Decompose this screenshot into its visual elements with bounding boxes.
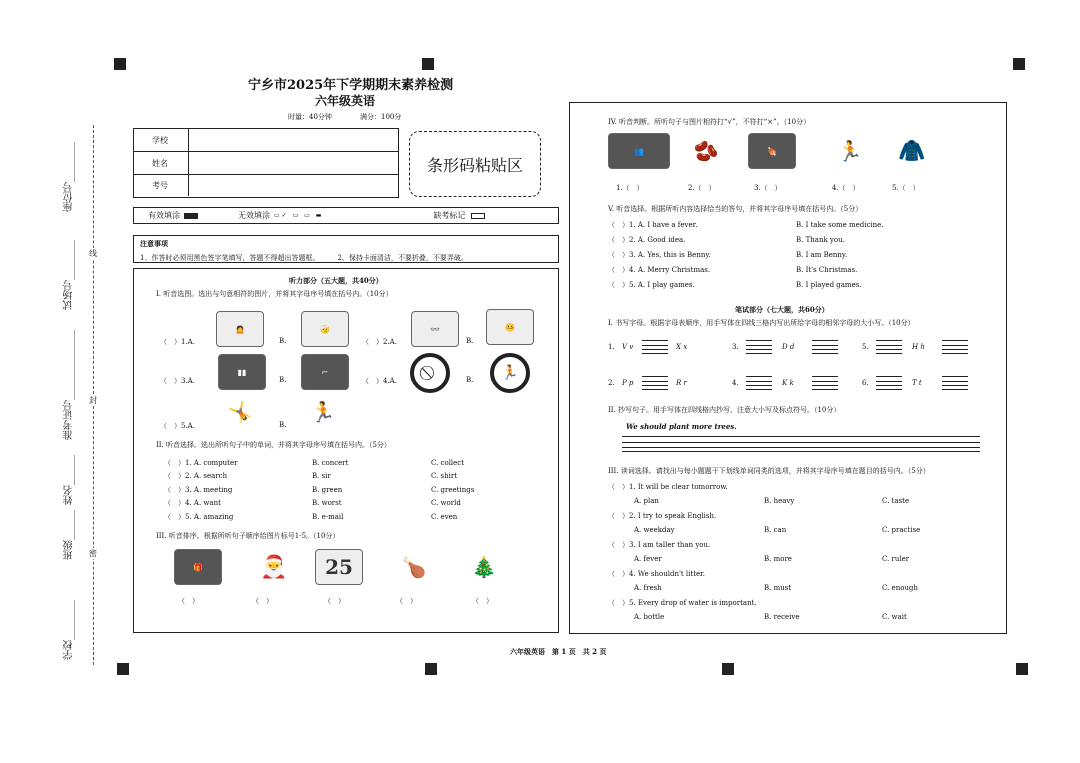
text-label: 5. <box>862 343 869 351</box>
jumping-picture: 🤸 <box>227 400 253 424</box>
w1-item <box>608 376 706 390</box>
writing-grid[interactable] <box>876 376 902 390</box>
q2-option-a: （ ）5. A. amazing <box>164 512 234 521</box>
text-label: B. can <box>764 526 787 534</box>
side-school-label: 学校________ <box>64 600 75 660</box>
text-label: 4. <box>732 379 739 387</box>
w3-list <box>608 482 988 627</box>
invalid-fill-sample: ▭✓ ▭ ▭ ▬ <box>274 212 324 219</box>
writing-grid[interactable] <box>746 340 772 354</box>
q2-option-a: （ ）2. A. search <box>164 472 228 481</box>
w1-title: I. 书写字母。根据字母表顺序，用手写体在四线三格内写出所给字母的相邻字母的大小写。（10分） <box>608 319 915 327</box>
q4-title: IV. 听音判断。所听句子与图片相符打“√”，不符打“×”。（10分） <box>608 118 811 126</box>
writing-grid[interactable] <box>942 376 968 390</box>
q1-item: B. <box>279 337 287 345</box>
text-label: B. more <box>764 555 792 563</box>
q2-option-b: B. concert <box>312 458 349 467</box>
text-label: 座位号 <box>64 182 75 212</box>
running-picture: 🏃 <box>837 139 863 163</box>
boy-sad-picture: 🙍 <box>216 311 264 347</box>
w3-question: （ ）4. We shouldn't litter. <box>608 570 705 578</box>
q4-blank[interactable]: 5.（ ） <box>892 184 920 192</box>
side-room-label: 试场号________ <box>64 240 75 310</box>
side-seat-label: 座位号________ <box>64 142 75 212</box>
valid-fill-sample <box>184 213 198 219</box>
writing-grid[interactable] <box>746 376 772 390</box>
boy-headache-picture: 🤕 <box>301 311 349 347</box>
santa-picture: 🎅 <box>260 554 288 580</box>
text-label: 姓名 <box>64 485 75 505</box>
w3-question: （ ）1. It will be clear tomorrow. <box>608 483 728 491</box>
info-label: 考号 <box>134 175 189 196</box>
text-label: 2. <box>608 379 615 387</box>
text-label: A. fever <box>634 555 662 563</box>
q2-option-b: B. e-mail <box>312 512 344 521</box>
text-label: X x <box>676 343 688 351</box>
girl-glasses-picture: 👓 <box>411 311 459 347</box>
sweater-picture: 🧥 <box>898 138 926 164</box>
w3-title: III. 读词选择。请找出与每小题题干下划线单词同类的选项，并将其字母序号填在题目的括号内。（5分） <box>608 467 930 475</box>
text-label: 6. <box>862 379 869 387</box>
q5-option-a: （ ）5. A. I play games. <box>608 280 695 289</box>
no-littering-sign <box>410 353 450 393</box>
valid-fill-label: 有效填涂 <box>148 211 180 220</box>
hurdle-picture: 🏃 <box>310 400 336 424</box>
q1-item: （ ）2.A. <box>362 338 397 346</box>
writing-grid[interactable] <box>642 376 668 390</box>
w2-title: II. 抄写句子。用手写体在四线格内抄写，注意大小写及标点符号。（10分） <box>608 406 841 414</box>
party-picture: 🎁 <box>174 549 222 585</box>
q1-item: （ ）1.A. <box>160 338 195 346</box>
q3-blank[interactable]: （ ） <box>472 597 493 605</box>
w3-question: （ ）5. Every drop of water is important. <box>608 599 757 607</box>
q5-option-b: B. I played games. <box>796 280 862 289</box>
text-label: K k <box>782 379 794 387</box>
text-label: C. enough <box>882 584 918 592</box>
side-class-label: 班级______ <box>64 510 75 560</box>
q3-blank[interactable]: （ ） <box>178 597 199 605</box>
q5-option-b: B. I take some medicine. <box>796 221 884 230</box>
w1-item <box>862 376 968 390</box>
q1-title: I. 听音选图。选出与句意相符的图片，并将其字母序号填在括号内。（10分） <box>156 290 393 298</box>
writing-grid[interactable] <box>876 340 902 354</box>
text-label: 3. <box>732 343 739 351</box>
text-label: A. plan <box>634 497 659 505</box>
w2-sentence: We should plant more trees. <box>626 422 737 431</box>
text-label: H h <box>912 343 925 351</box>
note-1: 1、作答时必须用黑色签字笔填写，答题不得超出答题框。 <box>140 254 320 262</box>
q2-option-b: B. worst <box>312 499 342 508</box>
exam-time: 时量：40分钟 <box>288 113 332 121</box>
text-label: C. taste <box>882 497 910 505</box>
text-label: D d <box>782 343 795 351</box>
w1-item <box>732 376 838 390</box>
q2-list <box>164 456 544 524</box>
q5-option-a: （ ）1. A. I have a fever. <box>608 221 698 230</box>
q1-item: （ ）3.A. <box>160 377 195 385</box>
fill-legend <box>133 207 559 224</box>
q4-blank[interactable]: 3.（ ） <box>754 184 782 192</box>
q4-blank[interactable]: 4.（ ） <box>832 184 860 192</box>
invalid-fill-label: 无效填涂 <box>238 211 270 220</box>
q3-blank[interactable]: （ ） <box>324 597 345 605</box>
exam-subtitle: 六年级英语 <box>315 94 376 108</box>
text-label: R r <box>676 379 687 387</box>
food-picture: 🍖 <box>748 133 796 169</box>
listening-title: 听力部分（五大题，共40分） <box>289 276 383 285</box>
q5-option-b: B. Thank you. <box>796 236 845 245</box>
writing-grid[interactable] <box>812 340 838 354</box>
q5-option-a: （ ）2. A. Good idea. <box>608 236 686 245</box>
absent-mark-label: 缺考标记 <box>433 211 466 220</box>
text-label: C. practise <box>882 526 921 534</box>
seal-char: 封 <box>89 396 97 405</box>
girl-ill-picture: 🤒 <box>486 309 534 345</box>
absent-mark-box[interactable] <box>471 213 485 219</box>
id-field[interactable] <box>189 175 398 196</box>
text-label: T t <box>912 379 922 387</box>
q4-blank[interactable]: 2.（ ） <box>688 184 716 192</box>
text-label: 班级 <box>64 540 75 560</box>
writing-grid[interactable] <box>942 340 968 354</box>
q5-option-a: （ ）3. A. Yes, this is Benny. <box>608 250 711 259</box>
text-label: A. bottle <box>634 613 665 621</box>
text-label: B. heavy <box>764 497 795 505</box>
q1-item: B. <box>279 421 287 429</box>
side-exam-id-label: 准考证号______________ <box>64 330 75 440</box>
written-title: 笔试部分（七大题，共60分） <box>735 305 829 314</box>
text-label: A. weekday <box>634 526 675 534</box>
text-label: A. fresh <box>634 584 662 592</box>
text-label: B. receive <box>764 613 800 621</box>
q2-option-b: B. sir <box>312 472 331 481</box>
dinner-picture: 🍗 <box>401 555 427 579</box>
right-section <box>569 102 1007 634</box>
copy-writing-lines[interactable] <box>622 436 980 452</box>
w1-item <box>862 340 968 354</box>
q2-option-b: B. green <box>312 485 343 494</box>
w3-question: （ ）3. I am taller than you. <box>608 541 711 549</box>
q2-option-a: （ ）1. A. computer <box>164 458 238 467</box>
q5-title: V. 听音选择。根据所听内容选择恰当的答句，并将其字母序号填在括号内。（5分） <box>608 205 863 213</box>
registration-mark <box>722 663 734 675</box>
registration-mark <box>422 58 434 70</box>
info-label: 学校 <box>134 129 189 151</box>
w3-question: （ ）2. I try to speak English. <box>608 512 717 520</box>
side-name-label: 姓名______ <box>64 455 75 505</box>
q2-option-a: （ ）3. A. meeting <box>164 485 233 494</box>
barcode-area: 条形码粘贴区 <box>409 131 541 197</box>
q1-item: （ ）5.A. <box>160 422 195 430</box>
q1-item: B. <box>466 337 474 345</box>
text-label: 试场号 <box>64 280 75 310</box>
student-info-table <box>133 128 399 198</box>
note-2: 2、保持卡面清洁，不要折叠，不要弄破。 <box>337 254 468 262</box>
christmas-tree-picture: 🎄 <box>471 555 497 579</box>
w1-item <box>608 340 706 354</box>
seal-char: 线 <box>89 249 97 258</box>
q2-option-c: C. world <box>431 499 461 508</box>
exam-title: 宁乡市2025年下学期期末素养检测 <box>248 78 454 93</box>
text-label: V v <box>622 343 634 351</box>
q2-title: II. 听音选择。选出所听句子中的单词，并将其字母序号填在括号内。（5分） <box>156 441 391 449</box>
audience-picture: 👥 <box>608 133 670 169</box>
q3-blank[interactable]: （ ） <box>396 597 417 605</box>
calendar-picture: 25 <box>315 549 363 585</box>
text-label: P p <box>622 379 634 387</box>
q5-option-b: B. It's Christmas. <box>796 265 858 274</box>
page-footer: 六年级英语 第 1 页 共 2 页 <box>510 647 607 656</box>
listening-section <box>133 268 559 633</box>
registration-mark <box>1016 663 1028 675</box>
q3-blank[interactable]: （ ） <box>252 597 273 605</box>
no-running-sign: 🏃 <box>490 353 530 393</box>
info-label: 姓名 <box>134 152 189 174</box>
q2-option-c: C. collect <box>431 458 465 467</box>
registration-mark <box>117 663 129 675</box>
seal-char: 密 <box>89 549 97 558</box>
q1-item: B. <box>279 376 287 384</box>
registration-mark <box>425 663 437 675</box>
registration-mark <box>1013 58 1025 70</box>
text-label: 准考证号 <box>64 400 75 440</box>
writing-grid[interactable] <box>812 376 838 390</box>
q2-option-c: C. greetings <box>431 485 475 494</box>
exam-score: 满分：100分 <box>360 113 402 121</box>
q1-item: （ ）4.A. <box>362 377 397 385</box>
notes-box <box>133 235 559 263</box>
q1-item: B. <box>466 376 474 384</box>
beans-picture: 🫘 <box>693 139 719 163</box>
text-label: 1. <box>608 343 615 351</box>
text-label: 学校 <box>64 640 75 660</box>
registration-mark <box>114 58 126 70</box>
notes-title: 注意事项 <box>140 239 168 248</box>
q5-list <box>608 218 968 292</box>
stairs-picture: ⌐ <box>301 354 349 390</box>
q5-option-a: （ ）4. A. Merry Christmas. <box>608 265 711 274</box>
text-label: C. ruler <box>882 555 910 563</box>
elevator-picture: ▮▮ <box>218 354 266 390</box>
text-label: B. must <box>764 584 792 592</box>
writing-grid[interactable] <box>642 340 668 354</box>
q3-title: III. 听音排序。根据所听句子顺序给图片标号1-5。（10分） <box>156 532 340 540</box>
name-field[interactable] <box>189 152 398 174</box>
q4-blank[interactable]: 1.（ ） <box>616 184 644 192</box>
q2-option-a: （ ）4. A. want <box>164 499 221 508</box>
q5-option-b: B. I am Benny. <box>796 250 848 259</box>
q2-option-c: C. even <box>431 512 458 521</box>
q2-option-c: C. shirt <box>431 472 458 481</box>
school-field[interactable] <box>189 129 398 151</box>
w1-item <box>732 340 838 354</box>
text-label: C. wait <box>882 613 907 621</box>
